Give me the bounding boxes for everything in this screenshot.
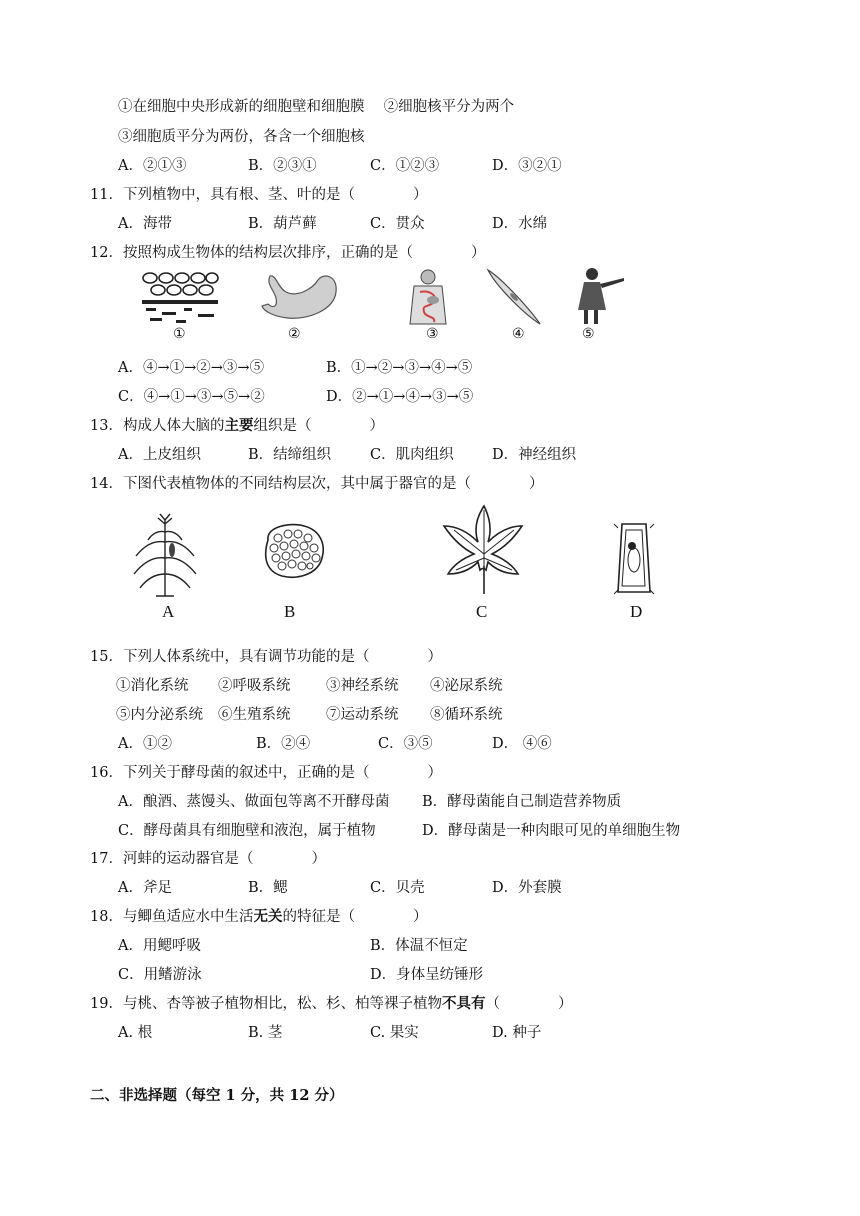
q18-option-b: B．体温不恒定 bbox=[370, 938, 468, 954]
q13-option-d: D．神经组织 bbox=[492, 447, 577, 463]
muscle-cell-figure bbox=[484, 266, 544, 328]
figure-label-b: B bbox=[284, 602, 296, 621]
q15-item-1: ①消化系统 bbox=[116, 678, 189, 694]
figure-label-1: ① bbox=[173, 326, 186, 342]
digestive-system-figure bbox=[400, 268, 456, 328]
q19-option-c: C. 果实 bbox=[370, 1025, 419, 1041]
q11-option-c: C．贯众 bbox=[370, 216, 425, 232]
q10-option-a: A．②①③ bbox=[118, 158, 187, 174]
q11-option-d: D．水绵 bbox=[492, 216, 548, 232]
q17-option-c: C．贝壳 bbox=[370, 880, 425, 896]
q17-option-a: A．斧足 bbox=[118, 880, 172, 896]
q12-option-d: D．②→①→④→③→⑤ bbox=[326, 389, 474, 405]
q12-option-c: C．④→①→③→⑤→② bbox=[118, 389, 265, 405]
q13-option-c: C．肌肉组织 bbox=[370, 447, 454, 463]
q17-option-b: B．鳃 bbox=[248, 880, 288, 896]
q15-option-d: D． ④⑥ bbox=[492, 736, 552, 752]
q15-item-7: ⑦运动系统 bbox=[326, 707, 399, 723]
q19-option-b: B. 茎 bbox=[248, 1025, 283, 1041]
q19-stem: 19．与桃、杏等被子植物相比，松、杉、柏等裸子植物不具有（ ） bbox=[90, 995, 573, 1012]
q15-stem: 15．下列人体系统中，具有调节功能的是（ ） bbox=[90, 649, 442, 665]
q10-statement-2: ③细胞质平分为两份，各含一个细胞核 bbox=[118, 129, 365, 145]
q10-option-d: D．③②① bbox=[492, 158, 562, 174]
q12-stem: 12．按照构成生物体的结构层次排序，正确的是（ ） bbox=[90, 245, 486, 261]
q13-stem: 13．构成人体大脑的主要组织是（ ） bbox=[90, 417, 384, 434]
q14-stem: 14．下图代表植物体的不同结构层次，其中属于器官的是（ ） bbox=[90, 476, 544, 492]
q15-option-b: B．②④ bbox=[256, 736, 311, 752]
figure-label-d: D bbox=[630, 602, 643, 621]
q18-stem: 18．与鲫鱼适应水中生活无关的特征是（ ） bbox=[90, 908, 428, 925]
q13-option-a: A．上皮组织 bbox=[118, 447, 201, 463]
q17-stem: 17．河蚌的运动器官是（ ） bbox=[90, 851, 326, 867]
q19-option-d: D. 种子 bbox=[492, 1025, 542, 1041]
plant-cell-figure bbox=[612, 520, 656, 596]
q19-option-a: A. 根 bbox=[118, 1025, 153, 1041]
figure-label-3: ③ bbox=[426, 326, 439, 342]
section-2-title: 二、非选择题（每空 1 分，共 12 分） bbox=[90, 1087, 344, 1104]
q18-option-c: C．用鳍游泳 bbox=[118, 967, 202, 983]
q18-emphasis: 无关 bbox=[253, 908, 283, 925]
stomach-figure bbox=[258, 268, 343, 326]
q15-item-4: ④泌尿系统 bbox=[430, 678, 503, 694]
figure-label-2: ② bbox=[288, 326, 301, 342]
leaf-figure bbox=[442, 504, 526, 596]
q13-emphasis: 主要 bbox=[224, 417, 254, 434]
epithelial-tissue-figure bbox=[140, 270, 220, 325]
q15-option-a: A．①② bbox=[118, 736, 172, 752]
figure-label-a: A bbox=[162, 602, 175, 621]
q15-item-5: ⑤内分泌系统 bbox=[116, 707, 203, 723]
corn-plant-figure bbox=[130, 512, 200, 598]
q15-item-3: ③神经系统 bbox=[326, 678, 399, 694]
q19-emphasis: 不具有 bbox=[441, 995, 486, 1012]
q10-statement-1: ①在细胞中央形成新的细胞壁和细胞膜 ②细胞核平分为两个 bbox=[118, 99, 515, 115]
figure-label-c: C bbox=[476, 602, 488, 621]
q18-option-d: D．身体呈纺锤形 bbox=[370, 967, 484, 983]
human-figure bbox=[574, 266, 630, 328]
q15-item-8: ⑧循环系统 bbox=[430, 707, 503, 723]
q15-option-c: C．③⑤ bbox=[378, 736, 433, 752]
q16-option-c: C．酵母菌具有细胞壁和液泡，属于植物 bbox=[118, 823, 376, 839]
q16-option-a: A．酿酒、蒸馒头、做面包等离不开酵母菌 bbox=[118, 794, 390, 810]
figure-label-4: ④ bbox=[512, 326, 525, 342]
q11-option-b: B．葫芦藓 bbox=[248, 216, 317, 232]
q17-option-d: D．外套膜 bbox=[492, 880, 562, 896]
q12-option-a: A．④→①→②→③→⑤ bbox=[118, 360, 265, 376]
q10-option-b: B．②③① bbox=[248, 158, 317, 174]
q15-item-2: ②呼吸系统 bbox=[218, 678, 291, 694]
q12-option-b: B．①→②→③→④→⑤ bbox=[326, 360, 473, 376]
q15-item-6: ⑥生殖系统 bbox=[218, 707, 291, 723]
q13-option-b: B．结缔组织 bbox=[248, 447, 332, 463]
q16-option-b: B．酵母菌能自己制造营养物质 bbox=[422, 794, 622, 810]
q11-stem: 11．下列植物中，具有根、茎、叶的是（ ） bbox=[90, 187, 428, 203]
q11-option-a: A．海带 bbox=[118, 216, 172, 232]
q16-stem: 16．下列关于酵母菌的叙述中，正确的是（ ） bbox=[90, 765, 442, 781]
tissue-figure bbox=[258, 520, 328, 582]
q10-option-c: C．①②③ bbox=[370, 158, 440, 174]
figure-label-5: ⑤ bbox=[582, 326, 595, 342]
q18-option-a: A．用鳃呼吸 bbox=[118, 938, 201, 954]
q16-option-d: D．酵母菌是一种肉眼可见的单细胞生物 bbox=[422, 823, 681, 839]
